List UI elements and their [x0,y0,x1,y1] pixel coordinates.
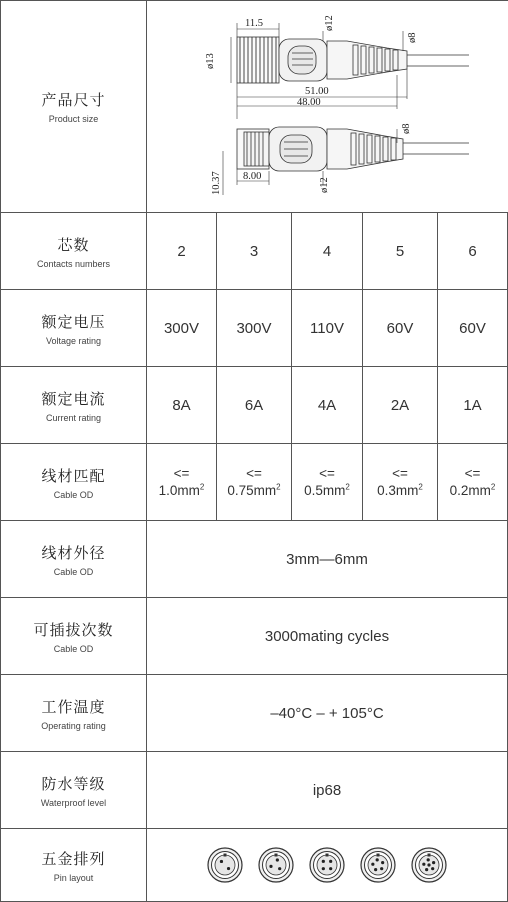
cable-sup: 2 [490,482,496,492]
cell-value: 1A [438,367,508,443]
row-temperature [1,675,508,752]
row-contacts [1,213,508,290]
cell-value: 6 [438,213,508,289]
pin-layout-3-icon [258,847,294,883]
row-voltage [1,290,508,367]
row-current [1,367,508,444]
label-cn: 防水等级 [41,775,106,793]
temperature-value: –40°C – + 105°C [147,675,508,751]
cable-cell [217,444,292,520]
label-en: Current rating [45,412,102,423]
label-cn: 芯数 [57,236,90,254]
cell-value: 6A [217,367,292,443]
cable-prefix: <= [464,466,481,481]
cell-value: 4A [292,367,363,443]
lower-connector-drawing [237,127,469,171]
cable-prefix: <= [319,466,335,481]
cable-value: 0.5mm [304,483,346,498]
label-cn: 工作温度 [41,698,106,716]
label-cable-od [1,521,147,597]
label-waterproof [1,752,147,828]
mating-value: 3000mating cycles [147,598,508,674]
label-en: Voltage rating [45,335,102,346]
upper-connector-drawing [237,37,469,83]
cell-value: 8A [147,367,217,443]
label-cn: 额定电压 [41,313,106,331]
dim-51: 51.00 [305,86,329,97]
cable-prefix: <= [173,466,190,481]
dim-phi12-top: ø12 [324,15,335,31]
pin-layout-icons [147,829,508,901]
cable-od-value: 3mm—6mm [147,521,508,597]
dim-phi8-top: ø8 [407,32,418,43]
product-drawing [147,1,508,212]
dim-10-37: 10.37 [211,171,222,195]
cell-value: 300V [217,290,292,366]
cable-cell [292,444,363,520]
label-cn: 可插拔次数 [33,621,114,639]
dim-phi13: ø13 [205,53,216,69]
label-en: Waterproof level [40,797,107,808]
dim-phi8-bottom: ø8 [401,123,412,134]
cable-sup: 2 [418,482,423,492]
label-product-size [1,1,147,212]
row-mating [1,598,508,675]
pin-layout-2-icon [207,847,243,883]
cell-value: 2 [147,213,217,289]
row-cable-match [1,444,508,521]
cable-value: 0.2mm [449,483,491,498]
row-waterproof [1,752,508,829]
cable-value: 1.0mm [158,483,200,498]
cable-cell [147,444,217,520]
pin-layout-5-icon [360,847,396,883]
cable-prefix: <= [246,466,262,481]
cable-prefix: <= [392,466,408,481]
label-current [1,367,147,443]
cell-value: 5 [363,213,438,289]
dim-48: 48.00 [297,97,321,108]
row-product-size [1,1,508,213]
label-en: Operating rating [41,720,106,731]
cable-cell [363,444,438,520]
dim-8: 8.00 [243,171,262,182]
waterproof-value: ip68 [147,752,508,828]
dim-phi12-bottom: ø12 [319,177,330,193]
label-cn: 线材匹配 [41,467,106,485]
label-cable-match [1,444,147,520]
label-en: Pin layout [53,872,94,883]
pin-layout-6-icon [411,847,447,883]
label-en: Contacts numbers [36,258,111,269]
row-pin-layout [1,829,508,902]
cable-sup: 2 [345,482,350,492]
dim-11-5: 11.5 [245,18,263,29]
cell-value: 60V [363,290,438,366]
label-contacts [1,213,147,289]
cell-value: 3 [217,213,292,289]
label-temperature [1,675,147,751]
label-mating [1,598,147,674]
label-en: Product size [48,114,99,124]
label-pin-layout [1,829,147,901]
pin-layout-4-icon [309,847,345,883]
cable-value: 0.75mm [227,483,277,498]
cell-value: 2A [363,367,438,443]
label-en: Cable OD [53,566,94,577]
label-en: Cable OD [53,489,94,500]
row-cable-od [1,521,508,598]
label-cn: 产品尺寸 [41,92,106,109]
cell-value: 60V [438,290,508,366]
cell-value: 4 [292,213,363,289]
cable-value: 0.3mm [377,483,419,498]
label-cn: 额定电流 [41,390,106,408]
label-cn: 线材外径 [41,544,106,562]
cell-value: 300V [147,290,217,366]
cell-value: 110V [292,290,363,366]
label-cn: 五金排列 [41,850,106,868]
label-voltage [1,290,147,366]
label-en: Cable OD [53,643,94,654]
cable-sup: 2 [276,482,281,492]
cable-sup: 2 [199,482,205,492]
cable-cell [438,444,508,520]
